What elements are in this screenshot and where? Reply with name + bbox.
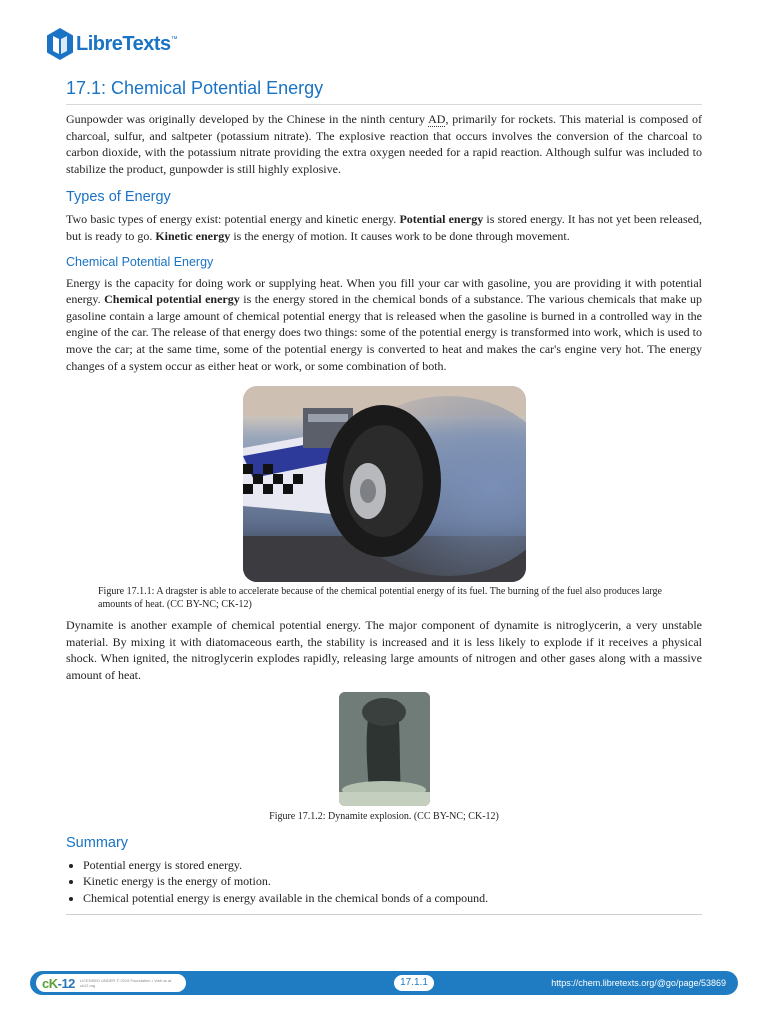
text-run: is stored energy. It has not yet been released, but is ready to go. [66, 212, 702, 243]
libretexts-logo-icon [46, 27, 74, 61]
dragster-image[interactable] [243, 386, 526, 582]
dynamite-explosion-illustration [339, 692, 430, 806]
intro-paragraph [66, 111, 702, 177]
text-run: is the energy of motion. It causes work to be done through movement. [230, 228, 570, 243]
text-run: Dynamite is another example of chemical potential energy. The major component of dynamite is nitroglycerin, a very unstable material. By mixing it with diatomaceous earth, the stability is increased and it is less likely to explode if it receives a physical shock. When ignited, the nitroglycerin explodes rapidly, releasing large amounts of nitrogen and other gases along with a massive amount of heat. [66, 618, 702, 682]
text-run: is the energy stored in the chemical bonds of a substance. The various chemicals that make up gasoline contain a large amount of chemical potential energy that is released when the gasoline is burned in a controlled way in the engine of the car. The release of that energy does two things: some of the potential energy is transformed into work, which is used to move the car; at the same time, some of the potential energy is converted to heat and makes the car's engine very hot. The energy changes of a system occur as either heat or work, or some combination of both. [66, 292, 702, 373]
libretexts-header [46, 26, 178, 62]
section-heading-chemical-potential-energy: Chemical Potential Energy [66, 254, 214, 269]
summary-list [66, 857, 702, 907]
page-title: 17.1: Chemical Potential Energy [66, 78, 702, 105]
ck12-logo: cK-12 [42, 975, 75, 991]
dynamite-paragraph [66, 617, 702, 683]
dragster-illustration [243, 386, 526, 582]
trademark-symbol: ™ [170, 36, 178, 43]
page-footer [30, 971, 738, 995]
page-number: 17.1.1 [394, 975, 434, 991]
dynamite-image[interactable] [339, 692, 430, 806]
chemical-potential-paragraph [66, 275, 702, 375]
end-divider [66, 914, 702, 915]
text-run: Two basic types of energy exist: potential energy and kinetic energy. [66, 212, 400, 227]
section-heading-types-of-energy: Types of Energy [66, 189, 171, 206]
summary-item: • Chemical potential energy is energy available in the chemical bonds of a compound. [83, 890, 702, 907]
summary-item: • Potential energy is stored energy. [83, 857, 702, 874]
libretexts-logo-text[interactable]: LibreTexts [76, 32, 171, 55]
figure-1-caption: Figure 17.1.1: A dragster is able to accelerate because of the chemical potential energy of its fuel. The burning of the fuel also produces large amounts of heat. (CC BY-NC; CK-12) [98, 586, 662, 611]
section-heading-summary: Summary [66, 834, 129, 851]
article-body [66, 74, 702, 915]
summary-item: • Kinetic energy is the energy of motion. [83, 873, 702, 890]
bold-term: Kinetic energy [155, 228, 231, 243]
text-run: Gunpowder was originally developed by the Chinese in the ninth century [66, 112, 429, 126]
text-run: Energy is the capacity for doing work or supplying heat. When you fill your car with gasoline, you are providing it with potential energy. [66, 275, 702, 307]
bold-term: Potential energy [399, 212, 484, 227]
types-paragraph [66, 211, 702, 244]
page-url-link[interactable]: https://chem.libretexts.org/@go/page/53869 [551, 978, 726, 988]
figure-dragster [66, 386, 702, 611]
abbreviation: AD [428, 112, 446, 126]
ck12-license-badge[interactable] [36, 974, 186, 992]
text-run: , primarily for rockets. This material is composed of charcoal, sulfur, and saltpeter (potassium nitrate). The explosive reaction that occurs involves the conversion of the charcoal to carbon dioxide, with the potassium nitrate providing the extra oxygen needed for a rapid reaction. Although sulfur was included to stabilize the product, gunpowder is still highly explosive. [66, 112, 702, 176]
figure-2-caption: Figure 17.1.2: Dynamite explosion. (CC BY-NC; CK-12) [269, 810, 499, 822]
ck12-fine-print: LICENSED UNDER © 2019 Foundation • Visit us at ck12.org [79, 978, 172, 988]
bold-term: Chemical potential energy [104, 292, 240, 307]
figure-dynamite [66, 692, 702, 823]
